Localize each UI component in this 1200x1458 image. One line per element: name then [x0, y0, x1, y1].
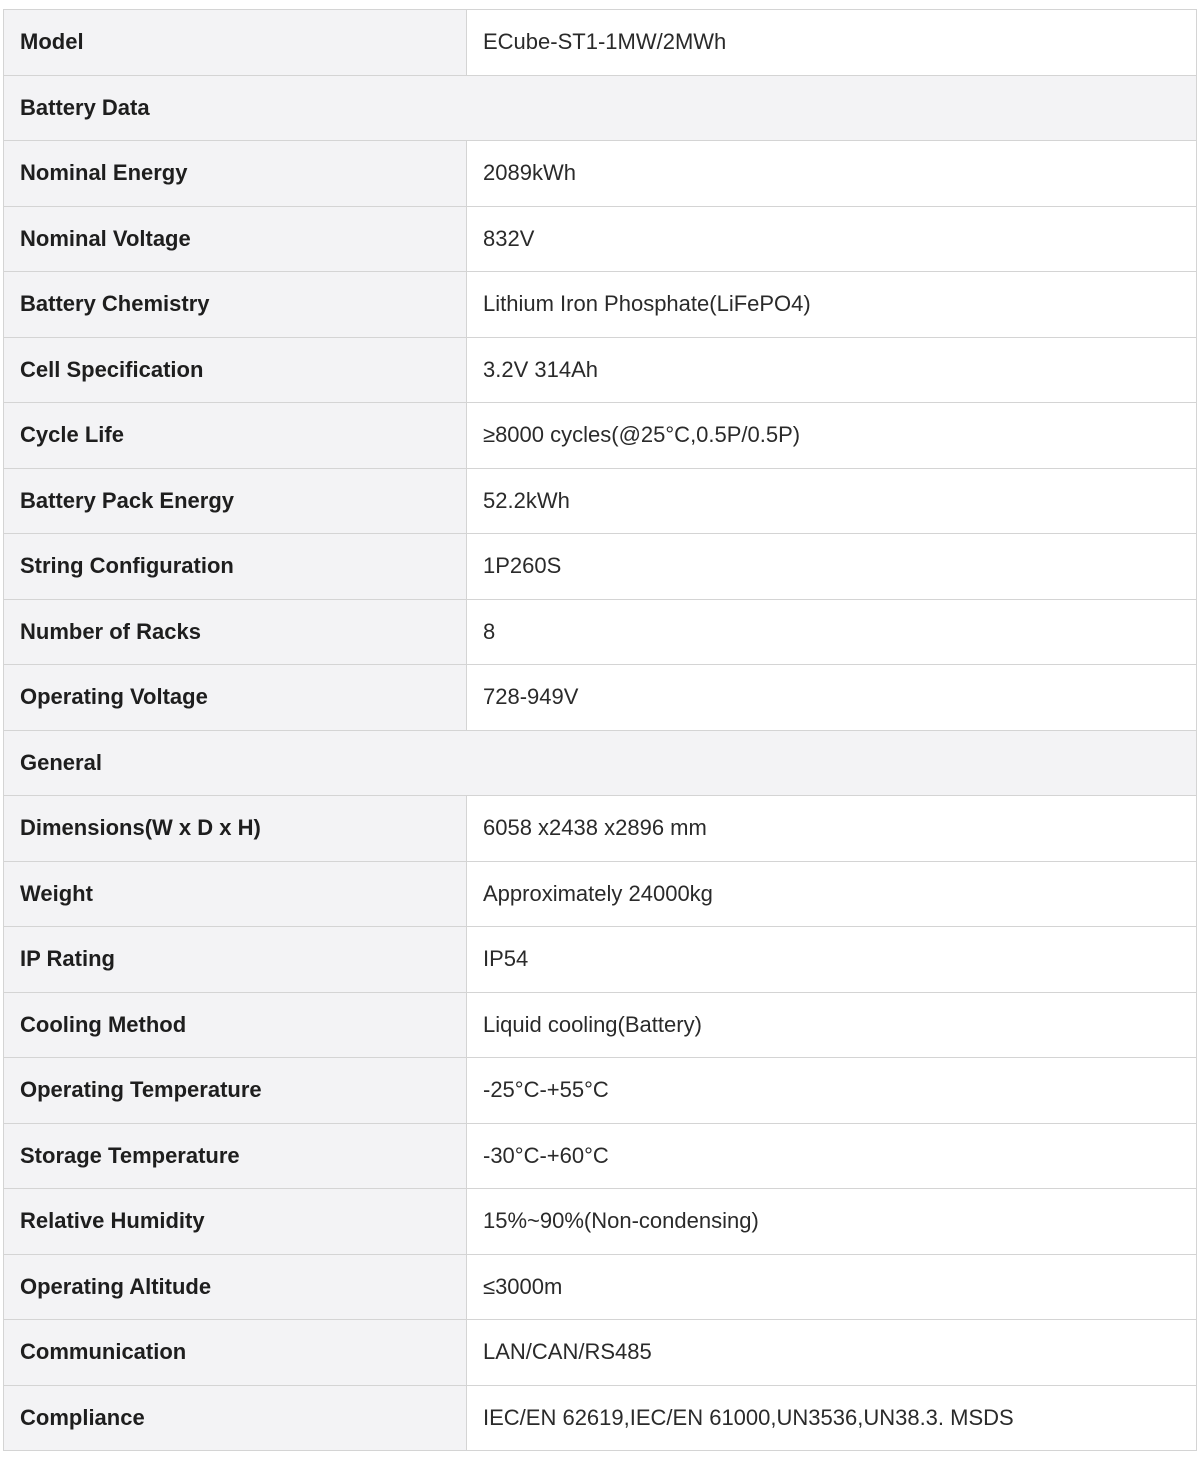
- spec-value: 6058 x2438 x2896 mm: [467, 796, 1197, 862]
- spec-label: Storage Temperature: [4, 1123, 467, 1189]
- spec-label: IP Rating: [4, 927, 467, 993]
- spec-row: [4, 10, 1197, 76]
- spec-value: -30°C-+60°C: [467, 1123, 1197, 1189]
- spec-label: Relative Humidity: [4, 1189, 467, 1255]
- spec-label: Nominal Energy: [4, 141, 467, 207]
- spec-row: [4, 1189, 1197, 1255]
- section-header-row: [4, 730, 1197, 796]
- spec-label: Model: [4, 10, 467, 76]
- spec-row: [4, 403, 1197, 469]
- spec-row: [4, 1058, 1197, 1124]
- spec-label: Weight: [4, 861, 467, 927]
- spec-row: [4, 1254, 1197, 1320]
- spec-table-body: [4, 10, 1197, 1451]
- spec-value: ≥8000 cycles(@25°C,0.5P/0.5P): [467, 403, 1197, 469]
- spec-label: Cell Specification: [4, 337, 467, 403]
- spec-label: Operating Altitude: [4, 1254, 467, 1320]
- spec-row: [4, 796, 1197, 862]
- spec-label: Operating Temperature: [4, 1058, 467, 1124]
- spec-value: IP54: [467, 927, 1197, 993]
- spec-label: Number of Racks: [4, 599, 467, 665]
- spec-value: Approximately 24000kg: [467, 861, 1197, 927]
- spec-row: [4, 992, 1197, 1058]
- spec-value: ≤3000m: [467, 1254, 1197, 1320]
- spec-value: 52.2kWh: [467, 468, 1197, 534]
- spec-row: [4, 1123, 1197, 1189]
- spec-row: [4, 861, 1197, 927]
- spec-value: 3.2V 314Ah: [467, 337, 1197, 403]
- spec-row: [4, 206, 1197, 272]
- spec-row: [4, 599, 1197, 665]
- spec-row: [4, 141, 1197, 207]
- spec-label: Communication: [4, 1320, 467, 1386]
- spec-row: [4, 534, 1197, 600]
- spec-label: String Configuration: [4, 534, 467, 600]
- spec-label: Dimensions(W x D x H): [4, 796, 467, 862]
- spec-row: [4, 337, 1197, 403]
- spec-row: [4, 272, 1197, 338]
- spec-value: 8: [467, 599, 1197, 665]
- spec-row: [4, 468, 1197, 534]
- spec-value: Liquid cooling(Battery): [467, 992, 1197, 1058]
- spec-value: ECube-ST1-1MW/2MWh: [467, 10, 1197, 76]
- spec-label: Battery Chemistry: [4, 272, 467, 338]
- spec-value: -25°C-+55°C: [467, 1058, 1197, 1124]
- spec-value: 2089kWh: [467, 141, 1197, 207]
- spec-row: [4, 927, 1197, 993]
- spec-label: Nominal Voltage: [4, 206, 467, 272]
- spec-table: [3, 9, 1197, 1451]
- section-title: Battery Data: [4, 75, 1197, 141]
- spec-label: Compliance: [4, 1385, 467, 1451]
- spec-value: 1P260S: [467, 534, 1197, 600]
- spec-value: 832V: [467, 206, 1197, 272]
- spec-row: [4, 665, 1197, 731]
- spec-value: Lithium Iron Phosphate(LiFePO4): [467, 272, 1197, 338]
- section-header-row: [4, 75, 1197, 141]
- section-title: General: [4, 730, 1197, 796]
- spec-label: Cycle Life: [4, 403, 467, 469]
- spec-value: 728-949V: [467, 665, 1197, 731]
- spec-label: Cooling Method: [4, 992, 467, 1058]
- spec-row: [4, 1385, 1197, 1451]
- spec-value: IEC/EN 62619,IEC/EN 61000,UN3536,UN38.3. MSDS: [467, 1385, 1197, 1451]
- spec-value: 15%~90%(Non-condensing): [467, 1189, 1197, 1255]
- spec-label: Battery Pack Energy: [4, 468, 467, 534]
- spec-row: [4, 1320, 1197, 1386]
- spec-value: LAN/CAN/RS485: [467, 1320, 1197, 1386]
- spec-label: Operating Voltage: [4, 665, 467, 731]
